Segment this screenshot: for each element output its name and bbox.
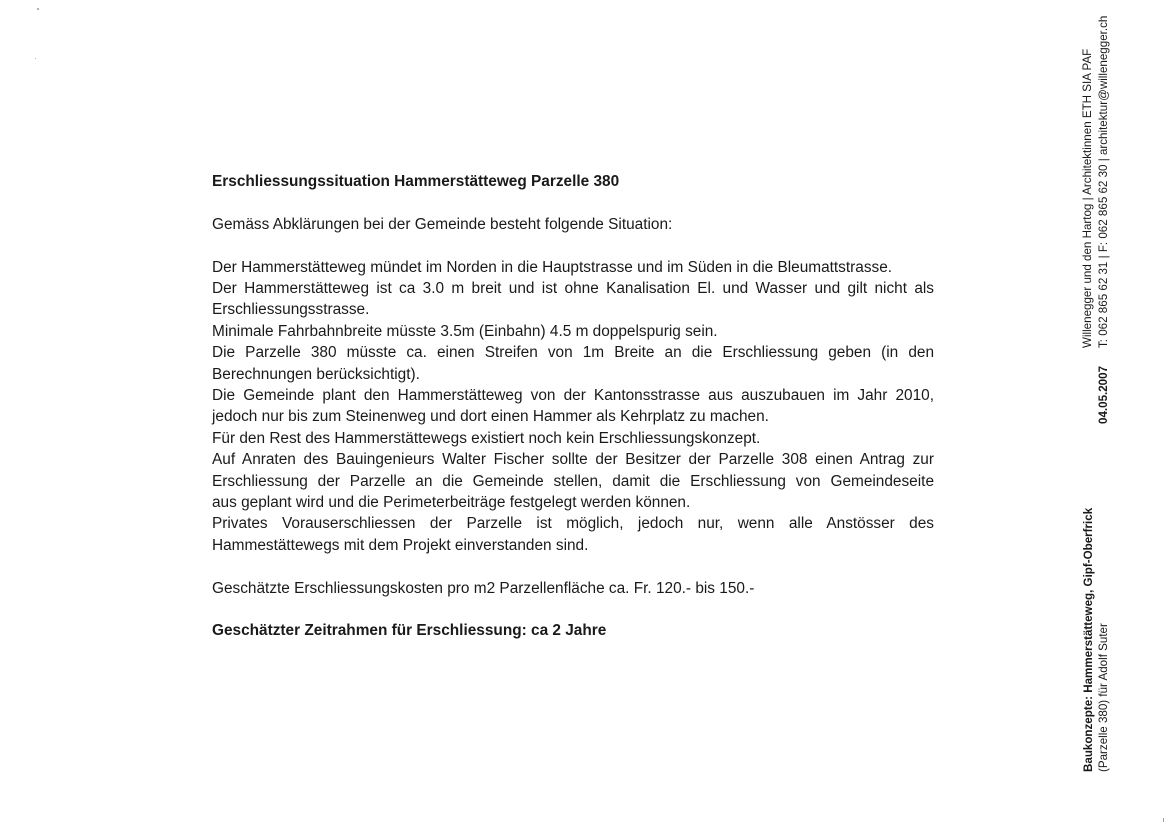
cost-estimate: Geschätzte Erschliessungskosten pro m2 Parzellenfläche ca. Fr. 120.- bis 150.- — [212, 579, 755, 597]
sidebar-project-title: Baukonzepte: Hammerstätteweg, Gipf-Oberfrick — [1082, 507, 1095, 772]
body-line: Minimale Fahrbahnbreite müsste 3.5m (Einbahn) 4.5 m doppelspurig sein. — [212, 322, 718, 340]
body-line: Die Gemeinde plant den Hammerstätteweg von der Kantonsstrasse aus auszubauen im Jahr 2010, — [212, 387, 934, 405]
scan-speck — [37, 8, 39, 10]
body-line: Erschliessung der Parzelle an die Gemeinde stellen, damit die Erschliessung von Gemeindeseite — [212, 472, 934, 490]
scan-speck — [35, 58, 36, 59]
body-line: Erschliessungsstrasse. — [212, 301, 370, 319]
spacer — [212, 556, 934, 577]
intro-text: Gemäss Abklärungen bei der Gemeinde besteht folgende Situation: — [212, 215, 673, 233]
body-line: Der Hammerstätteweg ist ca 3.0 m breit und ist ohne Kanalisation El. und Wasser und gilt nicht als — [212, 280, 934, 297]
body-line: Die Parzelle 380 müsste ca. einen Streifen von 1m Breite an die Erschliessung geben (in den — [212, 344, 934, 362]
spacer — [212, 192, 934, 213]
spacer — [212, 599, 934, 620]
scan-speck — [1163, 818, 1164, 822]
document-body — [212, 171, 934, 642]
body-line: Auf Anraten des Bauingenieurs Walter Fischer sollte der Besitzer der Parzelle 308 einen Antrag zur — [212, 451, 934, 469]
body-line: aus geplant wird und die Perimeterbeiträge festgelegt werden können. — [212, 494, 691, 512]
sidebar-office-name: Willenegger und den Hartog | Architektinnen ETH SIA PAF — [1081, 48, 1094, 348]
body-line: Der Hammerstätteweg mündet im Norden in die Hauptstrasse und im Süden in die Bleumattstrasse. — [212, 258, 893, 276]
spacer — [212, 235, 934, 256]
body-line: Hammestättewegs mit dem Projekt einverstanden sind. — [212, 536, 589, 554]
sidebar-date: 04.05.2007 — [1097, 365, 1110, 424]
sidebar-office-contact: T: 062 865 62 31 | F: 062 865 62 30 | architektur@willenegger.ch — [1097, 15, 1110, 348]
body-line: Für den Rest des Hammerstättewegs existiert noch kein Erschliessungskonzept. — [212, 429, 761, 447]
timeframe-estimate: Geschätzter Zeitrahmen für Erschliessung: ca 2 Jahre — [212, 622, 607, 640]
document-title: Erschliessungssituation Hammerstätteweg Parzelle 380 — [212, 173, 620, 190]
body-line: Berechnungen berücksichtigt). — [212, 365, 420, 383]
sidebar-project-subtitle: (Parzelle 380) für Adolf Suter — [1097, 623, 1110, 772]
body-line: Privates Vorauserschliessen der Parzelle ist möglich, jedoch nur, wenn alle Anstösser des — [212, 515, 934, 533]
body-line: jedoch nur bis zum Steinenweg und dort einen Hammer als Kehrplatz zu machen. — [212, 408, 769, 426]
